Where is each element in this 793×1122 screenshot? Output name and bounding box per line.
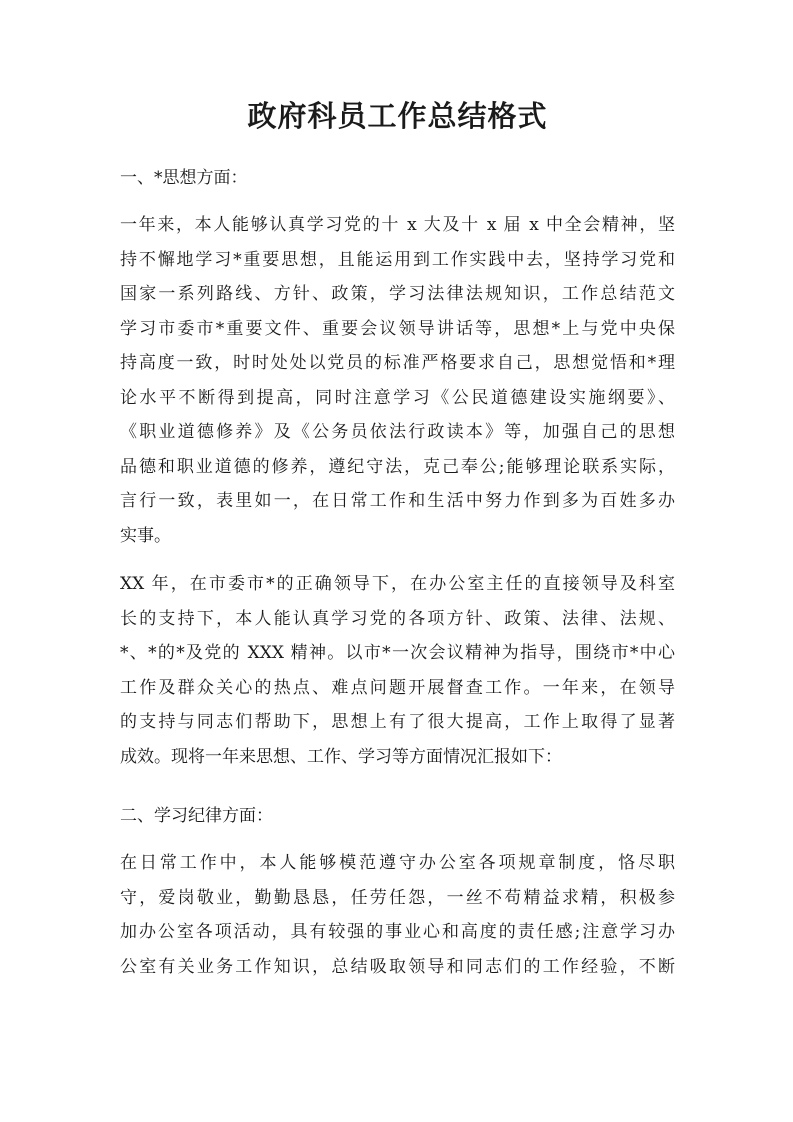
paragraph-3: [120, 846, 675, 984]
paragraph-line: 工作及群众关心的热点、难点问题开展督查工作。一年来，在领导: [120, 677, 675, 698]
section-heading-2: 二、学习纪律方面：: [120, 806, 273, 826]
paragraph-line: 《职业道德修养》及《公务员依法行政读本》等，加强自己的思想: [120, 422, 675, 442]
paragraph-line: 守，爱岗敬业，勤勤恳恳，任劳任怨，一丝不苟精益求精，积极参: [120, 887, 675, 908]
paragraph-line: 一年来，本人能够认真学习党的十 x 大及十 x 届 x 中全会精神，坚: [120, 215, 675, 235]
paragraph-line: 成效。现将一年来思想、工作、学习等方面情况汇报如下：: [120, 746, 562, 767]
paragraph-line: *、*的*及党的 XXX 精神。以市*一次会议精神为指导，围绕市*中心: [120, 643, 675, 663]
paragraph-line: 国家一系列路线、方针、政策，学习法律法规知识，工作总结范文: [120, 284, 675, 304]
paragraph-line: XX 年，在市委市*的正确领导下，在办公室主任的直接领导及科室: [120, 574, 675, 594]
paragraph-line: 品德和职业道德的修养，遵纪守法，克己奉公;能够理论联系实际，: [120, 456, 675, 477]
paragraph-line: 持高度一致，时时处处以党员的标准严格要求自己，思想觉悟和*理: [120, 353, 675, 373]
paragraph-line: 加办公室各项活动，具有较强的事业心和高度的责任感;注意学习办: [120, 922, 675, 942]
document-title: 政府科员工作总结格式: [247, 99, 548, 133]
section-heading-1: 一、*思想方面：: [120, 168, 248, 188]
paragraph-line: 持不懈地学习*重要思想，且能运用到工作实践中去，坚持学习党和: [120, 249, 675, 270]
paragraph-1: [120, 208, 675, 553]
paragraph-line: 实事。: [120, 525, 171, 546]
paragraph-line: 公室有关业务工作知识，总结吸取领导和同志们的工作经验，不断: [120, 956, 675, 977]
paragraph-line: 在日常工作中，本人能够模范遵守办公室各项规章制度，恪尽职: [120, 853, 675, 873]
paragraph-line: 学习市委市*重要文件、重要会议领导讲话等，思想*上与党中央保: [120, 318, 675, 339]
paragraph-line: 长的支持下，本人能认真学习党的各项方针、政策、法律、法规、: [120, 608, 675, 629]
paragraph-line: 言行一致，表里如一，在日常工作和生活中努力作到多为百姓多办: [120, 491, 675, 511]
paragraph-line: 的支持与同志们帮助下，思想上有了很大提高，工作上取得了显著: [120, 712, 675, 732]
paragraph-line: 论水平不断得到提高，同时注意学习《公民道德建设实施纲要》、: [120, 387, 675, 408]
paragraph-2: [120, 567, 675, 774]
